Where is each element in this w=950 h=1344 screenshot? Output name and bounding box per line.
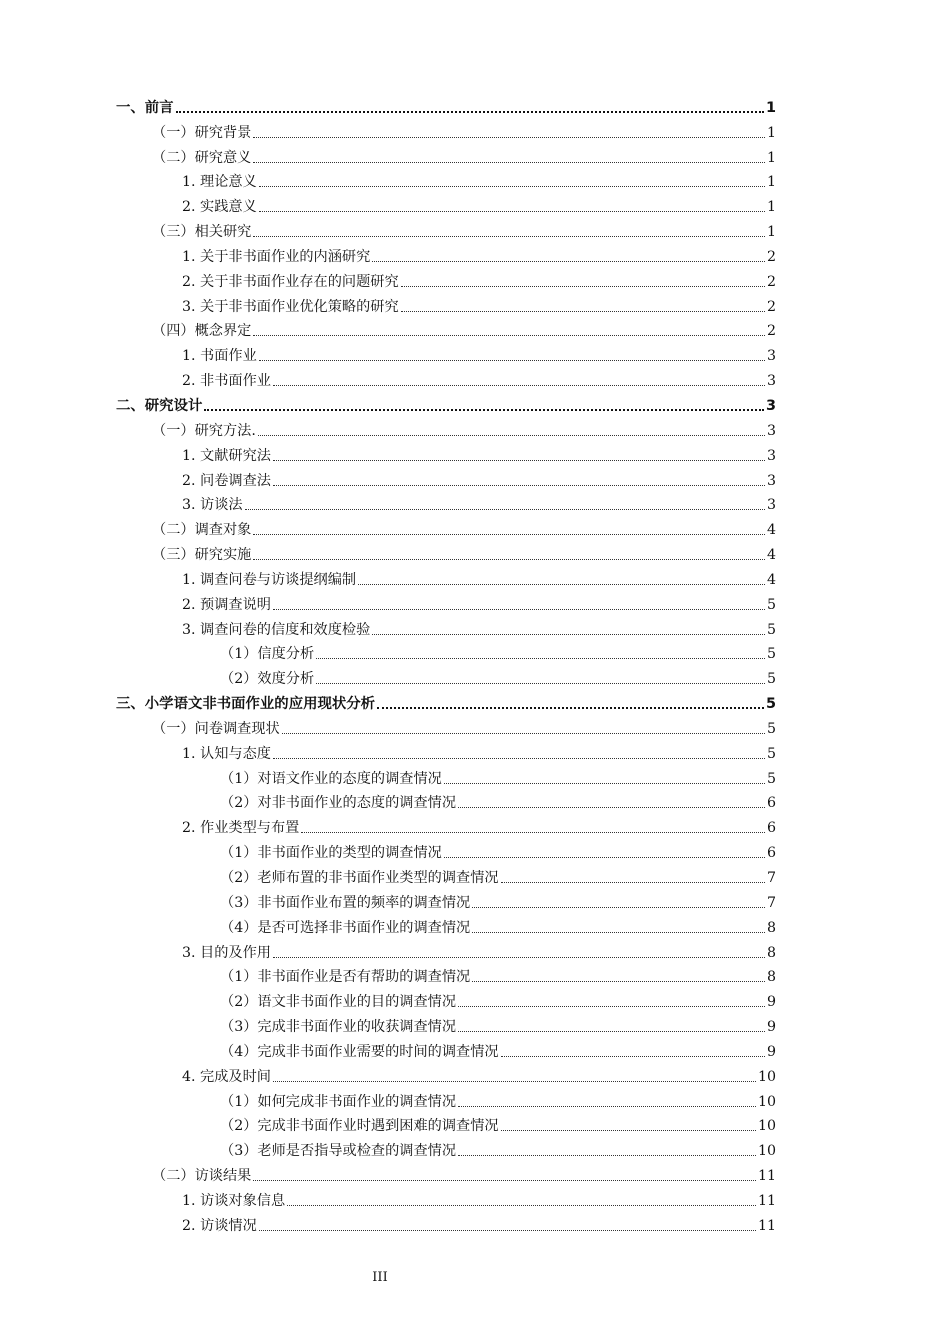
toc-entry-title: 1. 关于非书面作业的内涵研究 bbox=[182, 248, 371, 265]
dot-leader bbox=[273, 485, 765, 486]
toc-entry-title: （4）完成非书面作业需要的时间的调查情况 bbox=[220, 1043, 499, 1060]
dot-leader bbox=[273, 460, 765, 461]
toc-entry[interactable] bbox=[116, 564, 776, 589]
toc-entry[interactable] bbox=[116, 266, 776, 291]
toc-entry-page: 5 bbox=[766, 621, 776, 638]
dot-leader bbox=[258, 435, 765, 436]
dot-leader bbox=[372, 634, 765, 635]
dot-leader bbox=[259, 211, 765, 212]
dot-leader bbox=[472, 907, 765, 908]
toc-entry[interactable] bbox=[116, 962, 776, 987]
toc-entry-page: 8 bbox=[766, 944, 776, 961]
toc-entry-title: 1. 访谈对象信息 bbox=[182, 1192, 286, 1209]
toc-entry-title: （3）非书面作业布置的频率的调查情况 bbox=[220, 894, 471, 911]
toc-entry-title: 1. 文献研究法 bbox=[182, 447, 271, 464]
toc-entry-title: 1. 调查问卷与访谈提纲编制 bbox=[182, 571, 357, 588]
toc-entry-page: 5 bbox=[766, 596, 776, 613]
toc-entry-page: 10 bbox=[757, 1068, 776, 1085]
dot-leader bbox=[259, 186, 765, 187]
dot-leader bbox=[316, 658, 765, 659]
toc-entry[interactable] bbox=[116, 216, 776, 241]
toc-entry[interactable] bbox=[116, 340, 776, 365]
toc-entry[interactable] bbox=[116, 763, 776, 788]
toc-entry-page: 6 bbox=[766, 795, 776, 812]
toc-entry-page: 11 bbox=[757, 1217, 776, 1234]
toc-entry-title: （一）研究背景 bbox=[152, 124, 252, 141]
toc-entry-page: 3 bbox=[766, 472, 776, 489]
toc-entry-page: 3 bbox=[765, 397, 776, 414]
toc-entry-title: 二、研究设计 bbox=[116, 397, 203, 414]
toc-entry[interactable] bbox=[116, 887, 776, 912]
toc-entry[interactable] bbox=[116, 639, 776, 664]
toc-entry-title: 三、小学语文非书面作业的应用现状分析 bbox=[116, 696, 376, 713]
toc-entry[interactable] bbox=[116, 738, 776, 763]
toc-entry-title: （2）对非书面作业的态度的调查情况 bbox=[220, 795, 457, 812]
toc-entry[interactable] bbox=[116, 837, 776, 862]
dot-leader bbox=[273, 1081, 756, 1082]
toc-entry-page: 1 bbox=[766, 199, 776, 216]
toc-entry[interactable] bbox=[116, 1160, 776, 1185]
toc-entry-title: （一）研究方法. bbox=[152, 422, 256, 439]
toc-entry[interactable] bbox=[116, 937, 776, 962]
dot-leader bbox=[253, 335, 765, 336]
dot-leader bbox=[259, 360, 765, 361]
toc-entry[interactable] bbox=[116, 1036, 776, 1061]
toc-entry-title: （二）调查对象 bbox=[152, 522, 252, 539]
toc-entry[interactable] bbox=[116, 688, 776, 713]
dot-leader bbox=[273, 609, 765, 610]
toc-entry-title: 2. 实践意义 bbox=[182, 199, 257, 216]
toc-entry[interactable] bbox=[116, 1086, 776, 1111]
toc-entry-page: 9 bbox=[766, 994, 776, 1011]
toc-entry[interactable] bbox=[116, 241, 776, 266]
toc-entry-title: 一、前言 bbox=[116, 99, 174, 116]
toc-entry[interactable] bbox=[116, 440, 776, 465]
toc-entry-page: 10 bbox=[757, 1093, 776, 1110]
toc-entry-page: 2 bbox=[766, 298, 776, 315]
toc-entry[interactable] bbox=[116, 465, 776, 490]
toc-entry[interactable] bbox=[116, 912, 776, 937]
toc-entry-page: 1 bbox=[766, 124, 776, 141]
toc-entry[interactable] bbox=[116, 589, 776, 614]
toc-entry[interactable] bbox=[116, 1135, 776, 1160]
toc-entry[interactable] bbox=[116, 92, 776, 117]
dot-leader bbox=[444, 783, 765, 784]
toc-entry-title: （2）效度分析 bbox=[220, 671, 315, 688]
toc-entry-title: （2）语文非书面作业的目的调查情况 bbox=[220, 994, 457, 1011]
toc-entry-page: 2 bbox=[766, 273, 776, 290]
toc-entry[interactable] bbox=[116, 1185, 776, 1210]
dot-leader bbox=[301, 832, 765, 833]
dot-leader bbox=[472, 932, 765, 933]
toc-entry-page: 3 bbox=[766, 447, 776, 464]
toc-entry-page: 5 bbox=[766, 646, 776, 663]
dot-leader bbox=[316, 683, 765, 684]
toc-entry-title: （1）信度分析 bbox=[220, 646, 315, 663]
toc-entry-page: 3 bbox=[766, 422, 776, 439]
toc-entry-page: 11 bbox=[757, 1168, 776, 1185]
toc-entry[interactable] bbox=[116, 490, 776, 515]
toc-entry-title: （二）研究意义 bbox=[152, 149, 252, 166]
dot-leader bbox=[377, 707, 764, 709]
dot-leader bbox=[501, 1130, 756, 1131]
toc-entry-title: （3）老师是否指导或检查的调查情况 bbox=[220, 1143, 457, 1160]
dot-leader bbox=[401, 286, 765, 287]
toc-entry[interactable] bbox=[116, 663, 776, 688]
page-number: III bbox=[372, 1270, 388, 1285]
dot-leader bbox=[273, 957, 765, 958]
toc-entry-page: 5 bbox=[766, 671, 776, 688]
dot-leader bbox=[287, 1205, 756, 1206]
toc-entry-title: （1）如何完成非书面作业的调查情况 bbox=[220, 1093, 457, 1110]
dot-leader bbox=[458, 807, 765, 808]
toc-entry[interactable] bbox=[116, 117, 776, 142]
toc-entry-page: 3 bbox=[766, 348, 776, 365]
toc-entry[interactable] bbox=[116, 390, 776, 415]
dot-leader bbox=[501, 882, 765, 883]
toc-entry-page: 3 bbox=[766, 373, 776, 390]
toc-entry[interactable] bbox=[116, 142, 776, 167]
dot-leader bbox=[273, 758, 765, 759]
toc-entry-title: （4）是否可选择非书面作业的调查情况 bbox=[220, 919, 471, 936]
toc-entry-title: 1. 书面作业 bbox=[182, 348, 257, 365]
toc-entry[interactable] bbox=[116, 812, 776, 837]
toc-entry[interactable] bbox=[116, 1011, 776, 1036]
toc-entry[interactable] bbox=[116, 316, 776, 341]
toc-entry-page: 6 bbox=[766, 845, 776, 862]
dot-leader bbox=[253, 559, 765, 560]
toc-entry[interactable] bbox=[116, 291, 776, 316]
dot-leader bbox=[245, 509, 765, 510]
toc-entry-title: （1）非书面作业的类型的调查情况 bbox=[220, 845, 442, 862]
dot-leader bbox=[458, 1031, 765, 1032]
toc-entry-title: （2）完成非书面作业时遇到困难的调查情况 bbox=[220, 1118, 499, 1135]
toc-entry-title: （四）概念界定 bbox=[152, 323, 252, 340]
toc-entry-title: （3）完成非书面作业的收获调查情况 bbox=[220, 1019, 457, 1036]
toc-entry-page: 11 bbox=[757, 1192, 776, 1209]
toc-entry-title: 3. 目的及作用 bbox=[182, 944, 271, 961]
dot-leader bbox=[401, 311, 765, 312]
toc-entry[interactable] bbox=[116, 1210, 776, 1235]
toc-entry-title: （2）老师布置的非书面作业类型的调查情况 bbox=[220, 870, 499, 886]
toc-entry[interactable] bbox=[116, 614, 776, 639]
toc-entry-page: 4 bbox=[766, 571, 776, 588]
toc-entry-title: （三）相关研究 bbox=[152, 224, 252, 241]
toc-entry-page: 1 bbox=[766, 174, 776, 191]
toc-entry-page: 7 bbox=[766, 870, 776, 886]
toc-entry[interactable] bbox=[116, 1111, 776, 1136]
toc-entry-page: 5 bbox=[766, 745, 776, 762]
toc-entry-page: 1 bbox=[766, 149, 776, 166]
toc-entry-page: 9 bbox=[766, 1043, 776, 1060]
toc-entry[interactable] bbox=[116, 1061, 776, 1086]
toc-entry[interactable] bbox=[116, 713, 776, 738]
toc-entry[interactable] bbox=[116, 986, 776, 1011]
dot-leader bbox=[253, 162, 765, 163]
toc-entry-page: 4 bbox=[766, 547, 776, 564]
toc-entry-title: 3. 访谈法 bbox=[182, 497, 243, 514]
toc-entry[interactable] bbox=[116, 365, 776, 390]
dot-leader bbox=[259, 1230, 756, 1231]
toc-entry-title: （一）问卷调查现状 bbox=[152, 720, 280, 737]
dot-leader bbox=[458, 1106, 756, 1107]
dot-leader bbox=[204, 409, 764, 411]
toc-entry-page: 5 bbox=[766, 770, 776, 787]
toc-entry-page: 1 bbox=[765, 99, 776, 116]
toc-entry-page: 2 bbox=[766, 248, 776, 265]
toc-entry[interactable] bbox=[116, 862, 776, 887]
dot-leader bbox=[253, 236, 765, 237]
toc-entry-title: 1. 理论意义 bbox=[182, 174, 257, 191]
dot-leader bbox=[282, 733, 765, 734]
dot-leader bbox=[472, 981, 765, 982]
toc-entry-title: 2. 关于非书面作业存在的问题研究 bbox=[182, 273, 399, 290]
toc-entry-page: 3 bbox=[766, 497, 776, 514]
toc-entry[interactable] bbox=[116, 191, 776, 216]
dot-leader bbox=[458, 1155, 756, 1156]
toc-entry-title: （三）研究实施 bbox=[152, 547, 252, 564]
toc-entry-page: 5 bbox=[766, 720, 776, 737]
dot-leader bbox=[458, 1006, 765, 1007]
toc-entry[interactable] bbox=[116, 415, 776, 440]
toc-entry-title: 4. 完成及时间 bbox=[182, 1068, 271, 1085]
toc-entry-title: 2. 作业类型与布置 bbox=[182, 820, 300, 837]
toc-entry[interactable] bbox=[116, 514, 776, 539]
dot-leader bbox=[372, 261, 765, 262]
dot-leader bbox=[253, 534, 765, 535]
toc-entry-title: （1）对语文作业的态度的调查情况 bbox=[220, 770, 442, 787]
toc-entry-title: （二）访谈结果 bbox=[152, 1168, 252, 1185]
toc-entry-title: 1. 认知与态度 bbox=[182, 745, 271, 762]
toc-entry-title: 3. 关于非书面作业优化策略的研究 bbox=[182, 298, 399, 315]
toc-entry-page: 8 bbox=[766, 969, 776, 986]
toc-entry-title: 3. 调查问卷的信度和效度检验 bbox=[182, 621, 371, 638]
table-of-contents bbox=[116, 92, 776, 1235]
toc-entry-page: 9 bbox=[766, 1019, 776, 1036]
toc-entry-title: 2. 问卷调查法 bbox=[182, 472, 271, 489]
toc-entry-title: 2. 访谈情况 bbox=[182, 1217, 257, 1234]
toc-entry-page: 10 bbox=[757, 1143, 776, 1160]
dot-leader bbox=[273, 385, 765, 386]
toc-entry[interactable] bbox=[116, 167, 776, 192]
toc-entry-title: 2. 预调查说明 bbox=[182, 596, 271, 613]
toc-entry-page: 4 bbox=[766, 522, 776, 539]
toc-entry-page: 8 bbox=[766, 919, 776, 936]
toc-entry[interactable] bbox=[116, 788, 776, 813]
toc-entry-page: 1 bbox=[766, 224, 776, 241]
toc-entry-page: 2 bbox=[766, 323, 776, 340]
toc-entry-page: 5 bbox=[765, 696, 776, 713]
toc-entry-page: 10 bbox=[757, 1118, 776, 1135]
toc-entry[interactable] bbox=[116, 539, 776, 564]
toc-entry-title: 2. 非书面作业 bbox=[182, 373, 271, 390]
dot-leader bbox=[253, 137, 765, 138]
dot-leader bbox=[358, 584, 765, 585]
dot-leader bbox=[501, 1056, 765, 1057]
toc-entry-page: 6 bbox=[766, 820, 776, 837]
toc-entry-title: （1）非书面作业是否有帮助的调查情况 bbox=[220, 969, 471, 986]
dot-leader bbox=[444, 857, 765, 858]
toc-entry-page: 7 bbox=[766, 894, 776, 911]
dot-leader bbox=[176, 111, 764, 113]
dot-leader bbox=[253, 1180, 756, 1181]
